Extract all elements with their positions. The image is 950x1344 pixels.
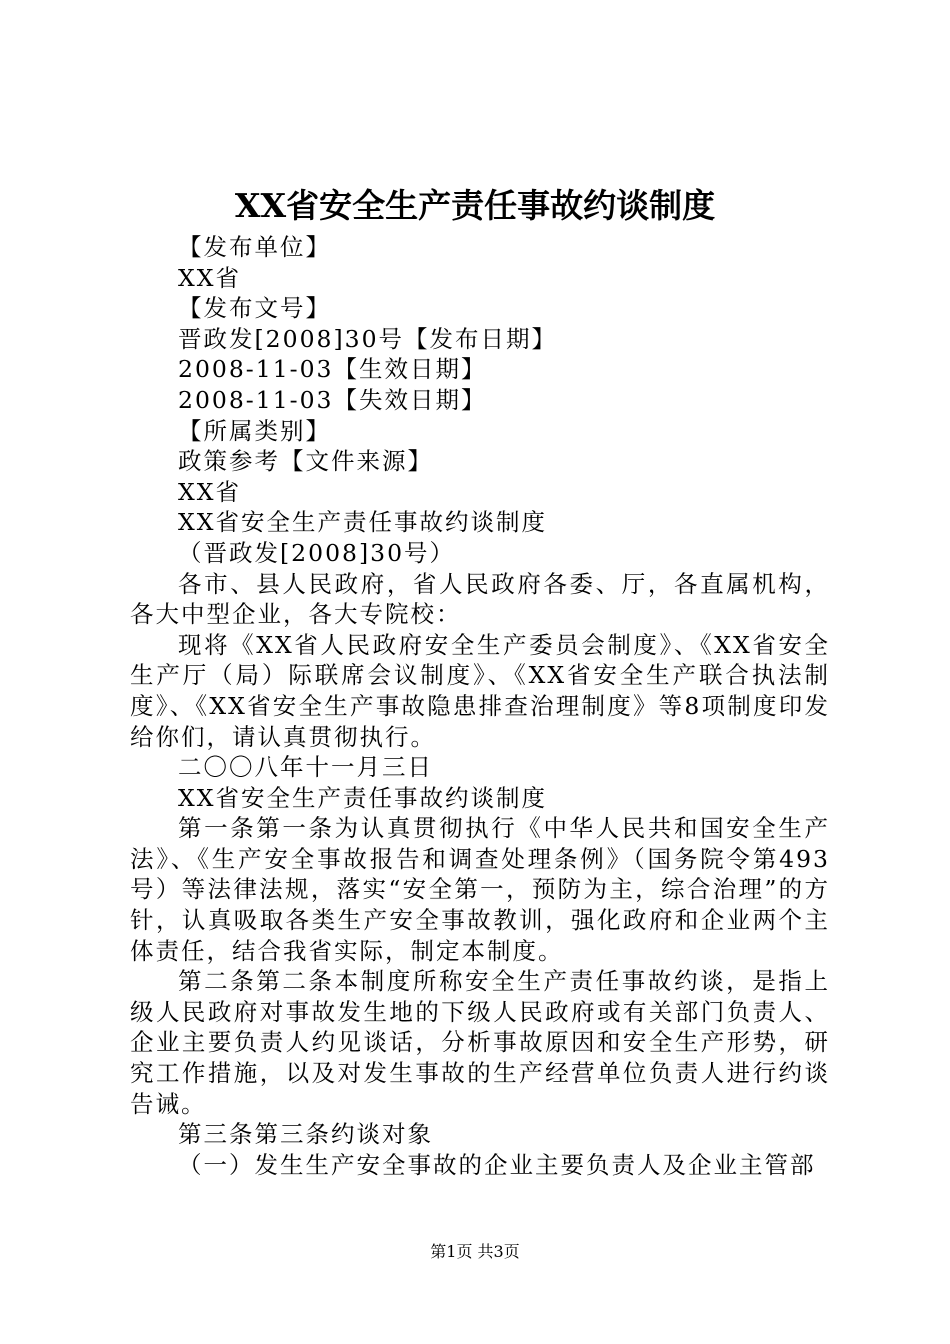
document-title: XX省安全生产责任事故约谈制度 [234, 186, 716, 225]
meta-line: 2008-11-03【生效日期】 [178, 355, 487, 384]
article-3: 第三条第三条约谈对象 [178, 1120, 433, 1149]
article-2: 第二条第二条本制度所称安全生产责任事故约谈，是指上级人民政府对事故发生地的下级人民政府或有关部门负责人、企业主要负责人约见谈话，分析事故原因和安全生产形势，研究工作措施，以及对发生事故的生产经营单位负责人进行约谈告诫。 [130, 967, 830, 1118]
meta-line: （晋政发[2008]30号） [178, 538, 456, 567]
meta-line: 【发布单位】 [178, 233, 331, 261]
notice-paragraph: 现将《XX省人民政府安全生产委员会制度》、《XX省安全生产厅（局）际联席会议制度》、《XX省安全生产联合执法制度》、《XX省安全生产事故隐患排查治理制度》等8项制度印发给你们，请认真贯彻执行。 [130, 630, 830, 751]
meta-line: 政策参考【文件来源】 [178, 447, 433, 476]
issue-date: 二〇〇八年十一月三日 [178, 753, 433, 782]
regulation-subtitle: XX省安全生产责任事故约谈制度 [178, 783, 547, 812]
article-1: 第一条第一条为认真贯彻执行《中华人民共和国安全生产法》、《生产安全事故报告和调查处理条例》（国务院令第493号）等法律法规，落实“安全第一，预防为主，综合治理”的方针，认真吸取各类生产安全事故教训，强化政府和企业两个主体责任，结合我省实际，制定本制度。 [130, 814, 830, 965]
article-3-item-1: （一）发生生产安全事故的企业主要负责人及企业主管部 [178, 1150, 816, 1179]
document-body [130, 232, 830, 1180]
addressee-paragraph: 各市、县人民政府，省人民政府各委、厅，各直属机构，各大中型企业，各大专院校： [130, 569, 830, 629]
meta-line: 【所属类别】 [178, 416, 331, 445]
meta-line: XX省安全生产责任事故约谈制度 [178, 508, 547, 537]
meta-line: XX省 [178, 263, 241, 292]
meta-line: 晋政发[2008]30号【发布日期】 [178, 324, 558, 353]
meta-line: 2008-11-03【失效日期】 [178, 385, 487, 414]
page-footer: 第1页 共3页 [430, 1242, 520, 1261]
meta-line: 【发布文号】 [178, 294, 331, 323]
meta-line: XX省 [178, 477, 241, 506]
